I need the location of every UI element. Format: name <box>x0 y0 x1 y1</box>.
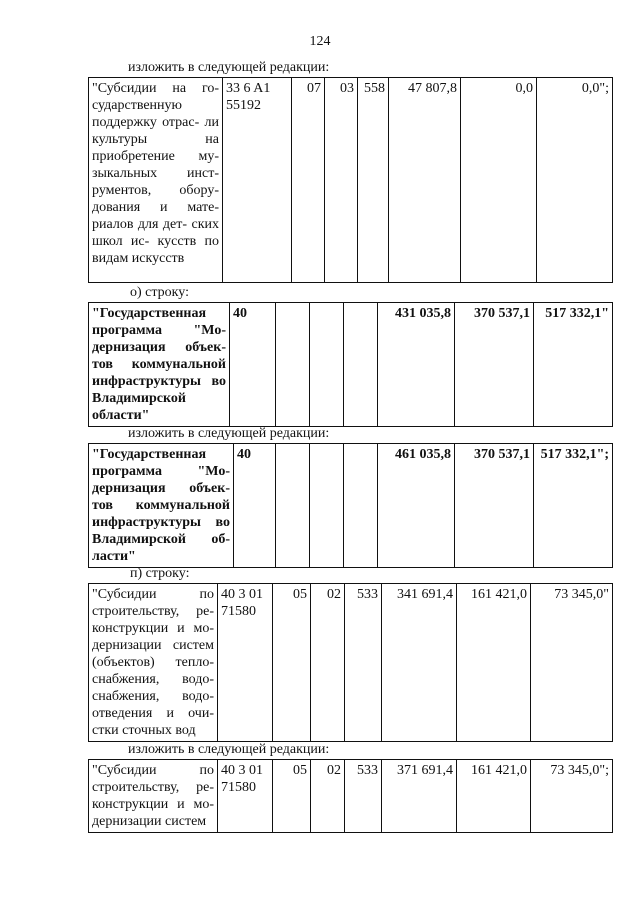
row-expense-type <box>344 303 378 427</box>
budget-table <box>88 759 613 833</box>
budget-table <box>88 77 613 283</box>
row-subsection <box>310 444 344 568</box>
row-section <box>276 303 310 427</box>
row-value-3: 517 332,1"; <box>534 444 613 568</box>
row-value-3: 0,0"; <box>537 78 613 283</box>
table-row <box>89 584 613 742</box>
row-name: "Субсидии по строительству, ре- конструкции и мо- дернизации систем <box>89 760 218 833</box>
row-expense-type: 533 <box>345 584 382 742</box>
row-name: "Субсидии по строительству, ре- конструкции и мо- дернизации систем (объектов) тепло- снабжения, водо- снабжения, водо- отведения и очи- стки сточных вод <box>89 584 218 742</box>
row-name: "Государственная программа "Мо- дернизация объек- тов коммунальной инфраструктуры во Владимирской об- ласти" <box>89 444 234 568</box>
row-value-1: 431 035,8 <box>378 303 455 427</box>
row-code: 40 3 01 71580 <box>218 760 273 833</box>
row-section: 05 <box>273 760 311 833</box>
row-expense-type: 558 <box>358 78 389 283</box>
section-label: п) строку: <box>130 566 190 581</box>
page-number: 124 <box>309 34 331 49</box>
table-row <box>89 760 613 833</box>
row-code: 40 <box>230 303 276 427</box>
row-code: 33 6 A1 55192 <box>223 78 292 283</box>
row-expense-type: 533 <box>345 760 382 833</box>
section-label: о) строку: <box>130 285 189 300</box>
row-value-1: 47 807,8 <box>389 78 461 283</box>
row-value-2: 370 537,1 <box>455 444 534 568</box>
row-expense-type <box>344 444 378 568</box>
row-subsection: 02 <box>311 584 345 742</box>
section-label: изложить в следующей редакции: <box>128 426 330 441</box>
row-section: 05 <box>273 584 311 742</box>
row-subsection <box>310 303 344 427</box>
row-name: "Государственная программа "Мо- дернизация объек- тов коммунальной инфраструктуры во Владимирской области" <box>89 303 230 427</box>
row-value-2: 161 421,0 <box>457 584 531 742</box>
table-row <box>89 78 613 283</box>
table-row <box>89 303 613 427</box>
budget-table <box>88 583 613 742</box>
budget-table <box>88 443 613 568</box>
row-value-2: 370 537,1 <box>455 303 534 427</box>
row-value-1: 461 035,8 <box>378 444 455 568</box>
section-label: изложить в следующей редакции: <box>128 742 330 757</box>
row-subsection: 02 <box>311 760 345 833</box>
row-value-1: 371 691,4 <box>382 760 457 833</box>
budget-table <box>88 302 613 427</box>
row-value-3: 73 345,0" <box>531 584 613 742</box>
table-row <box>89 444 613 568</box>
row-value-1: 341 691,4 <box>382 584 457 742</box>
row-code: 40 3 01 71580 <box>218 584 273 742</box>
row-name: "Субсидии на го- сударственную поддержку отрас- ли культуры на приобретение му- зыкальных инст- рументов, обору- дования и мате- риалов для дет- ских школ ис- кусств по видам искусств <box>89 78 223 283</box>
row-value-3: 73 345,0"; <box>531 760 613 833</box>
row-value-2: 161 421,0 <box>457 760 531 833</box>
row-section <box>276 444 310 568</box>
row-code: 40 <box>234 444 276 568</box>
row-subsection: 03 <box>325 78 358 283</box>
row-value-2: 0,0 <box>461 78 537 283</box>
row-value-3: 517 332,1" <box>534 303 613 427</box>
section-label: изложить в следующей редакции: <box>128 60 330 75</box>
row-section: 07 <box>292 78 325 283</box>
